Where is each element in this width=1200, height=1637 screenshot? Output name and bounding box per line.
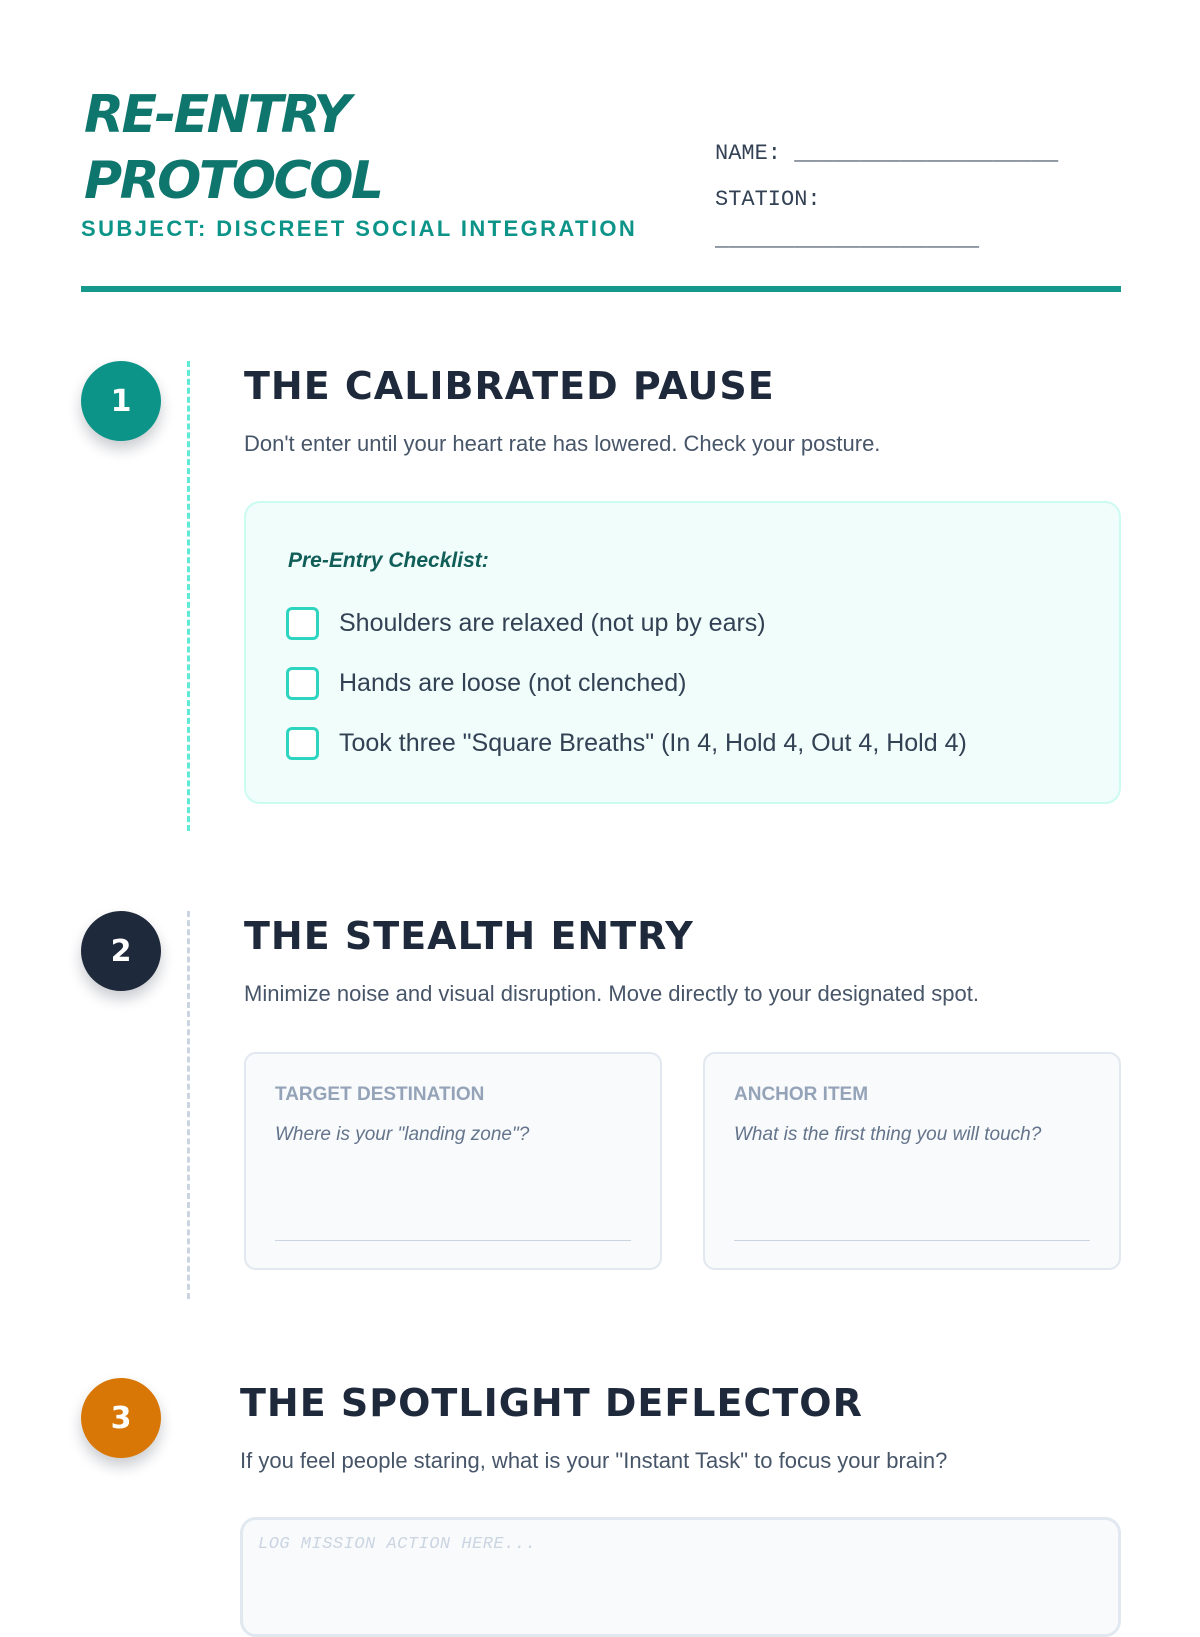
worksheet-header (81, 0, 1121, 295)
name-blank: ____________________ (794, 141, 1059, 166)
step-2-badge: 2 (81, 911, 161, 991)
header-divider (81, 286, 1121, 292)
step-2-connector (187, 911, 190, 1299)
step-1-badge: 1 (81, 361, 161, 441)
page-title (84, 82, 382, 214)
anchor-item-card[interactable] (703, 1052, 1121, 1270)
answer-line[interactable] (275, 1240, 631, 1241)
title-line-2: PROTOCOL (84, 151, 382, 211)
card-hint: What is the first thing you will touch? (734, 1124, 1042, 1145)
target-destination-card[interactable] (244, 1052, 662, 1270)
checkbox[interactable] (286, 667, 319, 700)
identity-fields (715, 131, 1058, 263)
step-3-badge: 3 (81, 1378, 161, 1458)
section-2-description: Minimize noise and visual disruption. Move directly to your designated spot. (244, 981, 979, 1006)
section-2-title: THE STEALTH ENTRY (244, 914, 694, 958)
page-subtitle: SUBJECT: DISCREET SOCIAL INTEGRATION (81, 216, 638, 241)
checklist-item[interactable] (286, 667, 686, 700)
checkbox[interactable] (286, 607, 319, 640)
station-field[interactable]: ____________________ (715, 227, 980, 252)
name-field[interactable] (715, 131, 1058, 177)
section-1-description: Don't enter until your heart rate has lowered. Check your posture. (244, 431, 881, 456)
station-label: STATION: (715, 187, 821, 212)
section-1-title: THE CALIBRATED PAUSE (244, 364, 775, 408)
mission-log-input[interactable] (240, 1517, 1121, 1637)
card-label: TARGET DESTINATION (275, 1084, 485, 1105)
answer-line[interactable] (734, 1240, 1090, 1241)
step-1-connector (187, 361, 190, 831)
checklist-item-label: Shoulders are relaxed (not up by ears) (339, 609, 766, 637)
pre-entry-checklist (244, 501, 1121, 804)
card-hint: Where is your "landing zone"? (275, 1124, 530, 1145)
card-label: ANCHOR ITEM (734, 1084, 869, 1105)
log-placeholder: LOG MISSION ACTION HERE... (258, 1535, 537, 1554)
section-3-title: THE SPOTLIGHT DEFLECTOR (240, 1381, 863, 1425)
checklist-item[interactable] (286, 607, 766, 640)
checklist-item-label: Hands are loose (not clenched) (339, 669, 687, 697)
checkbox[interactable] (286, 727, 319, 760)
section-3-description: If you feel people staring, what is your "Instant Task" to focus your brain? (240, 1448, 948, 1473)
name-label: NAME: (715, 141, 782, 166)
checklist-item[interactable] (286, 727, 967, 760)
title-line-1: RE-ENTRY (84, 85, 349, 145)
checklist-title: Pre-Entry Checklist: (288, 549, 489, 572)
checklist-item-label: Took three "Square Breaths" (In 4, Hold 4, Out 4, Hold 4) (339, 729, 967, 757)
